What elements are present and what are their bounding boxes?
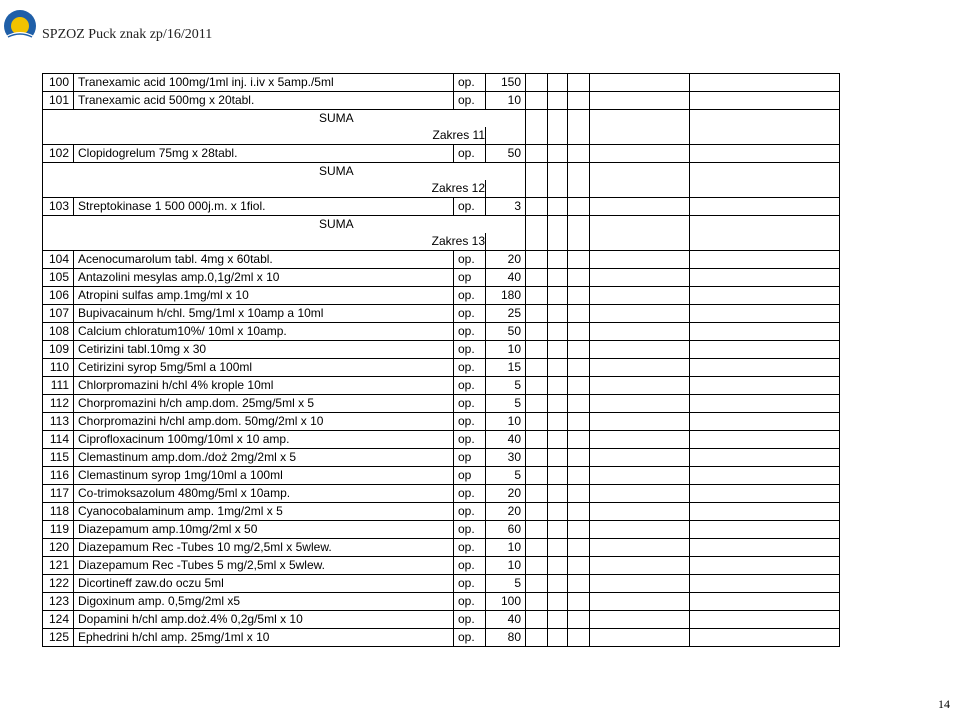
item-number: 106 <box>43 287 74 305</box>
table-row <box>43 485 840 503</box>
item-number: 116 <box>43 467 74 485</box>
drug-name: Acenocumarolum tabl. 4mg x 60tabl. <box>74 251 454 269</box>
item-number: 115 <box>43 449 74 467</box>
table-row <box>43 557 840 575</box>
empty-cell <box>590 145 690 163</box>
quantity: 3 <box>486 198 526 216</box>
drug-name: Diazepamum amp.10mg/2ml x 50 <box>74 521 454 539</box>
empty-cell <box>526 503 548 521</box>
empty-cell <box>590 503 690 521</box>
item-number: 122 <box>43 575 74 593</box>
empty-cell <box>548 557 568 575</box>
empty-cell <box>526 341 548 359</box>
empty-cell <box>690 449 840 467</box>
empty-cell <box>548 269 568 287</box>
empty-cell <box>526 323 548 341</box>
empty-cell <box>690 359 840 377</box>
empty-cell <box>568 431 590 449</box>
quantity: 10 <box>486 341 526 359</box>
empty-cell <box>690 74 840 92</box>
quantity: 50 <box>486 145 526 163</box>
empty-cell <box>568 503 590 521</box>
item-number: 105 <box>43 269 74 287</box>
empty-cell <box>548 467 568 485</box>
drug-name: Diazepamum Rec -Tubes 5 mg/2,5ml x 5wlew. <box>74 557 454 575</box>
empty-cell <box>690 269 840 287</box>
empty-cell <box>568 539 590 557</box>
item-number: 109 <box>43 341 74 359</box>
item-number: 120 <box>43 539 74 557</box>
table-row <box>43 305 840 323</box>
unit: op. <box>454 145 486 163</box>
suma-row <box>43 110 840 128</box>
empty-cell <box>590 467 690 485</box>
empty-cell <box>590 269 690 287</box>
empty-cell <box>548 539 568 557</box>
drug-name: Dopamini h/chl amp.doż.4% 0,2g/5ml x 10 <box>74 611 454 629</box>
quantity: 40 <box>486 269 526 287</box>
item-number: 118 <box>43 503 74 521</box>
drug-name: Ciprofloxacinum 100mg/10ml x 10 amp. <box>74 431 454 449</box>
table-row <box>43 413 840 431</box>
hospital-logo <box>2 6 38 46</box>
unit: op <box>454 467 486 485</box>
drug-name: Chorpromazini h/ch amp.dom. 25mg/5ml x 5 <box>74 395 454 413</box>
empty-cell <box>548 251 568 269</box>
quantity: 5 <box>486 377 526 395</box>
table-row <box>43 359 840 377</box>
item-number: 110 <box>43 359 74 377</box>
quantity: 10 <box>486 92 526 110</box>
table-row <box>43 395 840 413</box>
drug-name: Chlorpromazini h/chl 4% krople 10ml <box>74 377 454 395</box>
drug-name: Tranexamic acid 100mg/1ml inj. i.iv x 5amp./5ml <box>74 74 454 92</box>
empty-cell <box>590 431 690 449</box>
empty-cell <box>590 449 690 467</box>
empty-cell <box>526 593 548 611</box>
suma-label: SUMA <box>43 216 526 234</box>
drug-name: Streptokinase 1 500 000j.m. x 1fiol. <box>74 198 454 216</box>
empty-cell <box>568 74 590 92</box>
drug-name: Clopidogrelum 75mg x 28tabl. <box>74 145 454 163</box>
empty-cell <box>690 198 840 216</box>
table-row <box>43 92 840 110</box>
empty-cell <box>590 629 690 647</box>
empty-cell <box>568 287 590 305</box>
drug-name: Antazolini mesylas amp.0,1g/2ml x 10 <box>74 269 454 287</box>
empty-cell <box>590 575 690 593</box>
zakres-row <box>43 127 840 145</box>
table-row <box>43 323 840 341</box>
suma-label: SUMA <box>43 163 526 181</box>
table-row <box>43 251 840 269</box>
quantity: 50 <box>486 323 526 341</box>
unit: op. <box>454 287 486 305</box>
drug-name: Chorpromazini h/chl amp.dom. 50mg/2ml x 10 <box>74 413 454 431</box>
unit: op. <box>454 629 486 647</box>
empty-cell <box>590 485 690 503</box>
empty-cell <box>690 323 840 341</box>
empty-cell <box>690 593 840 611</box>
unit: op. <box>454 503 486 521</box>
empty-cell <box>526 467 548 485</box>
unit: op <box>454 449 486 467</box>
empty-cell <box>590 611 690 629</box>
item-number: 107 <box>43 305 74 323</box>
empty-cell <box>590 341 690 359</box>
empty-cell <box>690 521 840 539</box>
empty-cell <box>568 198 590 216</box>
empty-cell <box>548 575 568 593</box>
empty-cell <box>548 377 568 395</box>
quantity: 20 <box>486 251 526 269</box>
table-row <box>43 593 840 611</box>
drug-name: Calcium chloratum10%/ 10ml x 10amp. <box>74 323 454 341</box>
item-number: 102 <box>43 145 74 163</box>
empty-cell <box>548 629 568 647</box>
empty-cell <box>548 92 568 110</box>
empty-cell <box>568 395 590 413</box>
empty-cell <box>690 467 840 485</box>
quantity: 20 <box>486 485 526 503</box>
empty-cell <box>568 449 590 467</box>
unit: op. <box>454 485 486 503</box>
empty-cell <box>526 305 548 323</box>
table-row <box>43 145 840 163</box>
empty-cell <box>690 145 840 163</box>
quantity: 150 <box>486 74 526 92</box>
table-row <box>43 611 840 629</box>
unit: op. <box>454 557 486 575</box>
drug-name: Bupivacainum h/chl. 5mg/1ml x 10amp a 10ml <box>74 305 454 323</box>
quantity: 20 <box>486 503 526 521</box>
table-row <box>43 521 840 539</box>
zakres-row <box>43 233 840 251</box>
document-header-title: SPZOZ Puck znak zp/16/2011 <box>42 27 213 42</box>
empty-cell <box>526 269 548 287</box>
unit: op. <box>454 413 486 431</box>
empty-cell <box>548 305 568 323</box>
empty-cell <box>548 145 568 163</box>
quantity: 25 <box>486 305 526 323</box>
zakres-label: Zakres 12 <box>43 180 486 198</box>
empty-cell <box>690 539 840 557</box>
unit: op. <box>454 92 486 110</box>
drug-name: Co-trimoksazolum 480mg/5ml x 10amp. <box>74 485 454 503</box>
empty-cell <box>690 485 840 503</box>
quantity: 10 <box>486 557 526 575</box>
empty-cell <box>548 431 568 449</box>
empty-cell <box>568 629 590 647</box>
empty-cell <box>690 575 840 593</box>
table-row <box>43 287 840 305</box>
empty-cell <box>690 611 840 629</box>
unit: op. <box>454 395 486 413</box>
empty-cell <box>548 521 568 539</box>
table-row <box>43 431 840 449</box>
empty-cell <box>568 251 590 269</box>
drug-name: Ephedrini h/chl amp. 25mg/1ml x 10 <box>74 629 454 647</box>
table-row <box>43 377 840 395</box>
empty-cell <box>548 341 568 359</box>
empty-cell <box>548 323 568 341</box>
item-number: 119 <box>43 521 74 539</box>
zakres-label: Zakres 13 <box>43 233 486 251</box>
empty-cell <box>590 305 690 323</box>
empty-cell <box>568 593 590 611</box>
quantity: 10 <box>486 413 526 431</box>
empty-cell <box>526 557 548 575</box>
empty-cell <box>690 287 840 305</box>
table-row <box>43 629 840 647</box>
empty-cell <box>590 557 690 575</box>
unit: op. <box>454 539 486 557</box>
empty-cell <box>690 413 840 431</box>
table-row <box>43 467 840 485</box>
empty-cell <box>690 341 840 359</box>
table-row <box>43 74 840 92</box>
empty-cell <box>526 485 548 503</box>
empty-cell <box>568 323 590 341</box>
unit: op. <box>454 359 486 377</box>
empty-cell <box>690 431 840 449</box>
empty-cell <box>548 359 568 377</box>
unit: op. <box>454 377 486 395</box>
item-number: 125 <box>43 629 74 647</box>
quantity: 80 <box>486 629 526 647</box>
unit: op. <box>454 341 486 359</box>
unit: op. <box>454 521 486 539</box>
empty-cell <box>548 74 568 92</box>
item-number: 121 <box>43 557 74 575</box>
empty-cell <box>548 198 568 216</box>
unit: op. <box>454 593 486 611</box>
empty-cell <box>590 395 690 413</box>
unit: op. <box>454 74 486 92</box>
empty-cell <box>590 198 690 216</box>
empty-cell <box>590 521 690 539</box>
empty-cell <box>548 287 568 305</box>
quantity: 15 <box>486 359 526 377</box>
drug-name: Cyanocobalaminum amp. 1mg/2ml x 5 <box>74 503 454 521</box>
table-row <box>43 539 840 557</box>
empty-cell <box>568 557 590 575</box>
empty-cell <box>568 377 590 395</box>
empty-cell <box>526 539 548 557</box>
empty-cell <box>568 341 590 359</box>
quantity: 100 <box>486 593 526 611</box>
item-number: 111 <box>43 377 74 395</box>
empty-cell <box>590 323 690 341</box>
item-number: 104 <box>43 251 74 269</box>
empty-cell <box>548 593 568 611</box>
item-number: 114 <box>43 431 74 449</box>
drug-name: Diazepamum Rec -Tubes 10 mg/2,5ml x 5wlew. <box>74 539 454 557</box>
drug-name: Clemastinum syrop 1mg/10ml a 100ml <box>74 467 454 485</box>
empty-cell <box>548 449 568 467</box>
empty-cell <box>590 377 690 395</box>
empty-cell <box>526 74 548 92</box>
empty-cell <box>526 521 548 539</box>
unit: op. <box>454 575 486 593</box>
empty-cell <box>568 467 590 485</box>
item-number: 101 <box>43 92 74 110</box>
empty-cell <box>568 269 590 287</box>
drug-name: Dicortineff zaw.do oczu 5ml <box>74 575 454 593</box>
empty-cell <box>526 629 548 647</box>
drug-name: Atropini sulfas amp.1mg/ml x 10 <box>74 287 454 305</box>
empty-cell <box>548 611 568 629</box>
zakres-label: Zakres 11 <box>43 127 486 145</box>
item-number: 103 <box>43 198 74 216</box>
drug-name: Cetirizini syrop 5mg/5ml a 100ml <box>74 359 454 377</box>
empty-cell <box>548 413 568 431</box>
empty-cell <box>590 251 690 269</box>
quantity: 40 <box>486 431 526 449</box>
empty-cell <box>590 413 690 431</box>
empty-cell <box>690 557 840 575</box>
empty-cell <box>568 521 590 539</box>
unit: op. <box>454 611 486 629</box>
empty-cell <box>690 251 840 269</box>
empty-cell <box>526 251 548 269</box>
drug-list-table <box>42 73 840 647</box>
empty-cell <box>568 92 590 110</box>
table-row <box>43 198 840 216</box>
empty-cell <box>590 74 690 92</box>
empty-cell <box>526 449 548 467</box>
item-number: 113 <box>43 413 74 431</box>
item-number: 117 <box>43 485 74 503</box>
table-row <box>43 269 840 287</box>
empty-cell <box>526 198 548 216</box>
unit: op. <box>454 305 486 323</box>
table-row <box>43 503 840 521</box>
empty-cell <box>568 305 590 323</box>
table-row <box>43 341 840 359</box>
unit: op. <box>454 431 486 449</box>
empty-cell <box>690 305 840 323</box>
item-number: 124 <box>43 611 74 629</box>
empty-cell <box>548 503 568 521</box>
quantity: 5 <box>486 395 526 413</box>
item-number: 112 <box>43 395 74 413</box>
empty-cell <box>548 395 568 413</box>
quantity: 180 <box>486 287 526 305</box>
drug-name: Tranexamic acid 500mg x 20tabl. <box>74 92 454 110</box>
item-number: 108 <box>43 323 74 341</box>
unit: op. <box>454 323 486 341</box>
empty-cell <box>526 92 548 110</box>
empty-cell <box>690 395 840 413</box>
table-row <box>43 575 840 593</box>
empty-cell <box>690 92 840 110</box>
drug-name: Clemastinum amp.dom./doż 2mg/2ml x 5 <box>74 449 454 467</box>
empty-cell <box>690 377 840 395</box>
empty-cell <box>590 539 690 557</box>
item-number: 100 <box>43 74 74 92</box>
empty-cell <box>590 287 690 305</box>
unit: op. <box>454 198 486 216</box>
suma-label: SUMA <box>43 110 526 128</box>
quantity: 10 <box>486 539 526 557</box>
empty-cell <box>568 359 590 377</box>
empty-cell <box>526 413 548 431</box>
quantity: 30 <box>486 449 526 467</box>
quantity: 40 <box>486 611 526 629</box>
empty-cell <box>548 485 568 503</box>
empty-cell <box>526 611 548 629</box>
empty-cell <box>526 377 548 395</box>
empty-cell <box>568 145 590 163</box>
quantity: 60 <box>486 521 526 539</box>
empty-cell <box>568 611 590 629</box>
empty-cell <box>590 92 690 110</box>
empty-cell <box>590 593 690 611</box>
drug-name: Digoxinum amp. 0,5mg/2ml x5 <box>74 593 454 611</box>
empty-cell <box>526 359 548 377</box>
suma-row <box>43 216 840 234</box>
empty-cell <box>690 629 840 647</box>
empty-cell <box>568 575 590 593</box>
zakres-row <box>43 180 840 198</box>
quantity: 5 <box>486 467 526 485</box>
empty-cell <box>568 413 590 431</box>
empty-cell <box>526 395 548 413</box>
empty-cell <box>690 503 840 521</box>
table-row <box>43 449 840 467</box>
empty-cell <box>526 287 548 305</box>
empty-cell <box>526 431 548 449</box>
unit: op. <box>454 251 486 269</box>
page-number: 14 <box>938 697 950 711</box>
item-number: 123 <box>43 593 74 611</box>
empty-cell <box>526 575 548 593</box>
drug-name: Cetirizini tabl.10mg x 30 <box>74 341 454 359</box>
empty-cell <box>526 145 548 163</box>
empty-cell <box>590 359 690 377</box>
suma-row <box>43 163 840 181</box>
quantity: 5 <box>486 575 526 593</box>
empty-cell <box>568 485 590 503</box>
unit: op <box>454 269 486 287</box>
